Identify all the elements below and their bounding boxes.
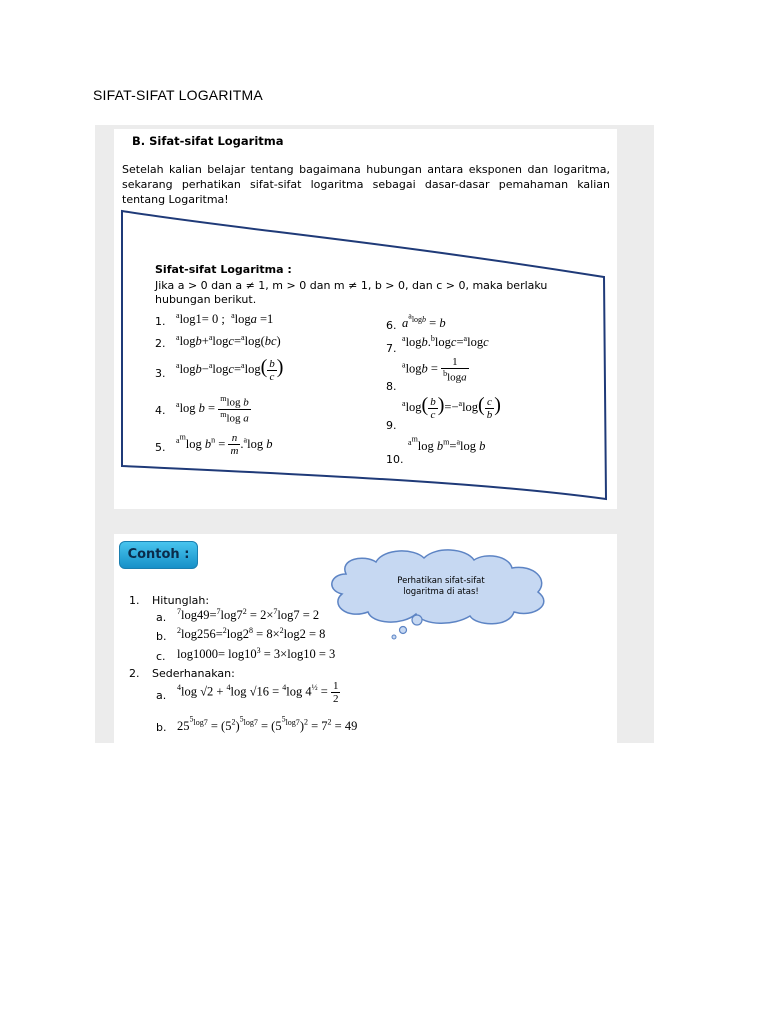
item-number: 2. <box>155 337 166 350</box>
example-2b: $25^{^5log7} = (5^2)^{^5log7} = (5^{^5log7})^2 = 7^2 = 49$ <box>177 714 358 733</box>
formula-2: $^a$logb+$^a$logc=$^a$log(bc) <box>176 333 281 349</box>
item-number: 6. <box>386 319 397 332</box>
formula-1: $^a$log1= 0 ; $^a$loga =1 <box>176 311 274 327</box>
example-2a: $^4$log √2 + $^4$log √16 = $^4$log $4^{\frac{1}{2}}$ = $\frac{1}{2}$ <box>177 680 339 705</box>
section-heading: B. Sifat-sifat Logaritma <box>132 134 284 148</box>
box-condition: Jika a > 0 dan a ≠ 1, m > 0 dan m ≠ 1, b > 0, dan c > 0, maka berlaku hubungan berikut. <box>155 279 548 306</box>
formula-9: $^a$log( $\frac{b}{c}$ )=−$^a$log( $\frac{c}{b}$ ) <box>402 394 501 421</box>
example-1c: $\log 1000= \log 10^3 = 3\times\log 10 = 3$ <box>177 646 336 662</box>
item-number: 10. <box>386 453 404 466</box>
formula-8: $^a$logb = $\frac{1}{^b\log a}$ <box>402 356 467 384</box>
item-number: 3. <box>155 367 166 380</box>
part-letter: b. <box>156 630 167 643</box>
box-title: Sifat-sifat Logaritma : <box>155 263 292 276</box>
formula-7: $^a$logb.$^b$logc=$^a$logc <box>402 334 489 350</box>
formula-10: $^{a^m}$log $b^m=^a\log$ b <box>408 434 486 453</box>
question-label: Hitunglah: <box>152 594 210 607</box>
properties-card <box>114 129 617 509</box>
part-letter: c. <box>156 650 166 663</box>
formula-3: $^a$logb−$^a$logc=$^a$log( $\frac{b}{c}$ ) <box>176 356 284 383</box>
item-number: 1. <box>155 315 166 328</box>
item-number: 8. <box>386 380 397 393</box>
example-1a: $^7\log 49=^7\log 7^2 = 2\times^7\log 7 = 2$ <box>177 607 320 623</box>
example-1b: $^2\log 256=^2\log 2^8 = 8\times^2\log 2 = 8$ <box>177 626 326 642</box>
part-letter: a. <box>156 611 167 624</box>
part-letter: a. <box>156 689 167 702</box>
cloud-text: Perhatikan sifat-sifat logaritma di atas! <box>397 576 485 597</box>
item-number: 5. <box>155 441 166 454</box>
formula-5: $^{a^m}$log $b^n$ = $\frac{n}{m}$ .$^a$log b <box>176 432 273 458</box>
formula-6: $a^{^alogb} = b$ <box>402 311 446 330</box>
document-title: SIFAT-SIFAT LOGARITMA <box>93 87 263 103</box>
item-number: 7. <box>386 342 397 355</box>
item-number: 4. <box>155 404 166 417</box>
question-number: 2. <box>129 667 140 680</box>
intro-paragraph: Setelah kalian belajar tentang bagaimana hubungan antara eksponen dan logaritma, sekarang perhatikan sifat-sifat logaritma sebagai dasar-dasar pemahaman kalian tentang Logaritma! <box>122 163 610 206</box>
part-letter: b. <box>156 721 167 734</box>
item-number: 9. <box>386 419 397 432</box>
question-label: Sederhanakan: <box>152 667 235 680</box>
contoh-badge: Contoh : <box>119 541 198 569</box>
question-number: 1. <box>129 594 140 607</box>
examples-card <box>114 534 617 743</box>
formula-4: $^a$log b = $\frac{^m\log b}{^m\log a}$ <box>176 394 249 425</box>
